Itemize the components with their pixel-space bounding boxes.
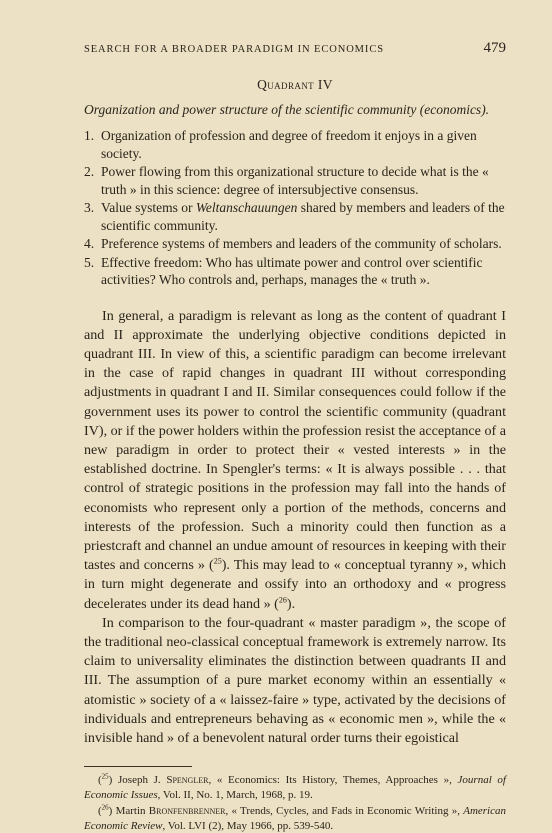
paragraph-text: ). This may lead to « conceptual tyranny », which in turn might degenerate and ossify into an orthodoxy and « progress decelerates under its dead hand » (	[84, 557, 506, 612]
item-text-pre: Value systems or	[101, 200, 196, 215]
footnote-citation: , Vol. LVI (2), May 1966, pp. 539-540.	[162, 819, 334, 832]
quadrant-title: Quadrant IV	[257, 77, 333, 92]
item-number: 2.	[84, 164, 95, 179]
list-item	[84, 199, 506, 234]
footnote-title: , « Trends, Cycles, and Fads in Economic Writing »,	[225, 805, 464, 818]
footnote-divider	[84, 766, 192, 767]
running-header	[84, 40, 506, 57]
list-item	[84, 127, 506, 162]
item-text: Effective freedom: Who has ultimate power and control over scientific activities? Who controls and, perhaps, manages the « truth ».	[101, 254, 483, 287]
footnotes	[84, 773, 506, 833]
list-item	[84, 163, 506, 198]
page-number: 479	[483, 40, 506, 56]
item-text	[101, 199, 506, 234]
footnote-journal: American Economic Review	[84, 805, 506, 832]
item-text: Power flowing from this organizational structure to decide what is the « truth » in this science: degree of intersubjective consensus.	[101, 164, 489, 197]
quadrant-item-list	[84, 127, 506, 289]
paragraph	[84, 307, 506, 614]
paragraph-text: ).	[286, 595, 296, 612]
running-title: SEARCH FOR A BROADER PARADIGM IN ECONOMICS	[84, 44, 384, 55]
item-text-emphasis: Weltanschauungen	[195, 200, 298, 215]
footnote: ($^{25}$) Joseph J. Spengler, « Economics: Its History, Themes, Approaches », Journal of Economic Issues, Vol. II, No. 1, March, 1968, p. 19.	[84, 772, 506, 801]
footnote: ($^{26}$) Martin Bronfenbrenner, « Trends, Cycles, and Fads in Economic Writing », American Economic Review, Vol. LVI (2), May 1966, pp. 539-540.	[84, 803, 506, 832]
paragraph: In comparison to the four-quadrant « master paradigm », the scope of the traditional neo-classical conceptual framework is extremely narrow. Its claim to universality eliminates the distinction between quadrants II and III. The assumption of a pure market economy within an essentially « atomistic » society of a « laissez-faire » type, activated by the decisions of individuals and entrepreneurs behaving as « economic men », while the « invisible hand » of a benevolent natural order turns their egoistical	[84, 614, 506, 746]
footnote-author-last: Bronfenbrenner	[148, 805, 226, 818]
footnote-author-first: Martin	[115, 805, 149, 818]
item-number: 5.	[84, 254, 95, 270]
item-number: 1.	[84, 128, 95, 143]
list-item	[84, 254, 506, 289]
footnote-author-first: Joseph J.	[118, 774, 167, 787]
footnote-number: 25	[101, 772, 109, 781]
footnote-author-last: Spengler	[166, 774, 209, 787]
footnote-number: 26	[101, 803, 109, 812]
footnote-ref: 25	[213, 556, 222, 566]
list-item	[84, 235, 506, 253]
footnote-ref: 26	[278, 594, 287, 604]
item-text: Preference systems of members and leaders of the community of scholars.	[101, 236, 502, 251]
paragraph-text: In general, a paradigm is relevant as long as the content of quadrant I and II approximate the underlying objective conditions depicted in quadrant III. In view of this, a scientific paradigm can become irrelevant in the case of rapid changes in quadrant III without corresponding adjustments in quadrant I and II. Similar consequences could follow if the government uses its power to control the scientific community (quadrant IV), or if the power holders within the profession resist the acceptance of a new paradigm in order to protect their « vested interests » in the established doctrine. In Spengler's terms: « It is always possible . . . that control of strategic positions in the profession may fall into the hands of economists who represent only a portion of the methods, concerns and interests of the profession. Such a minority could then function as a priestcraft and channel an undue amount of resources in keeping with their tastes and concerns » (	[84, 307, 506, 574]
item-text: Organization of profession and degree of freedom it enjoys in a given society.	[101, 128, 477, 161]
body-text	[84, 307, 506, 749]
footnote-title: , « Economics: Its History, Themes, Approaches »,	[208, 774, 458, 787]
item-text-post: shared by members and leaders of the scientific community.	[101, 200, 505, 233]
item-number: 4.	[84, 236, 95, 251]
quadrant-subtitle: Organization and power structure of the scientific community (economics).	[84, 102, 490, 117]
footnote-citation: , Vol. II, No. 1, March, 1968, p. 19.	[157, 788, 313, 801]
footnote-journal: Journal of Economic Issues	[84, 774, 506, 801]
item-number: 3.	[84, 200, 95, 215]
